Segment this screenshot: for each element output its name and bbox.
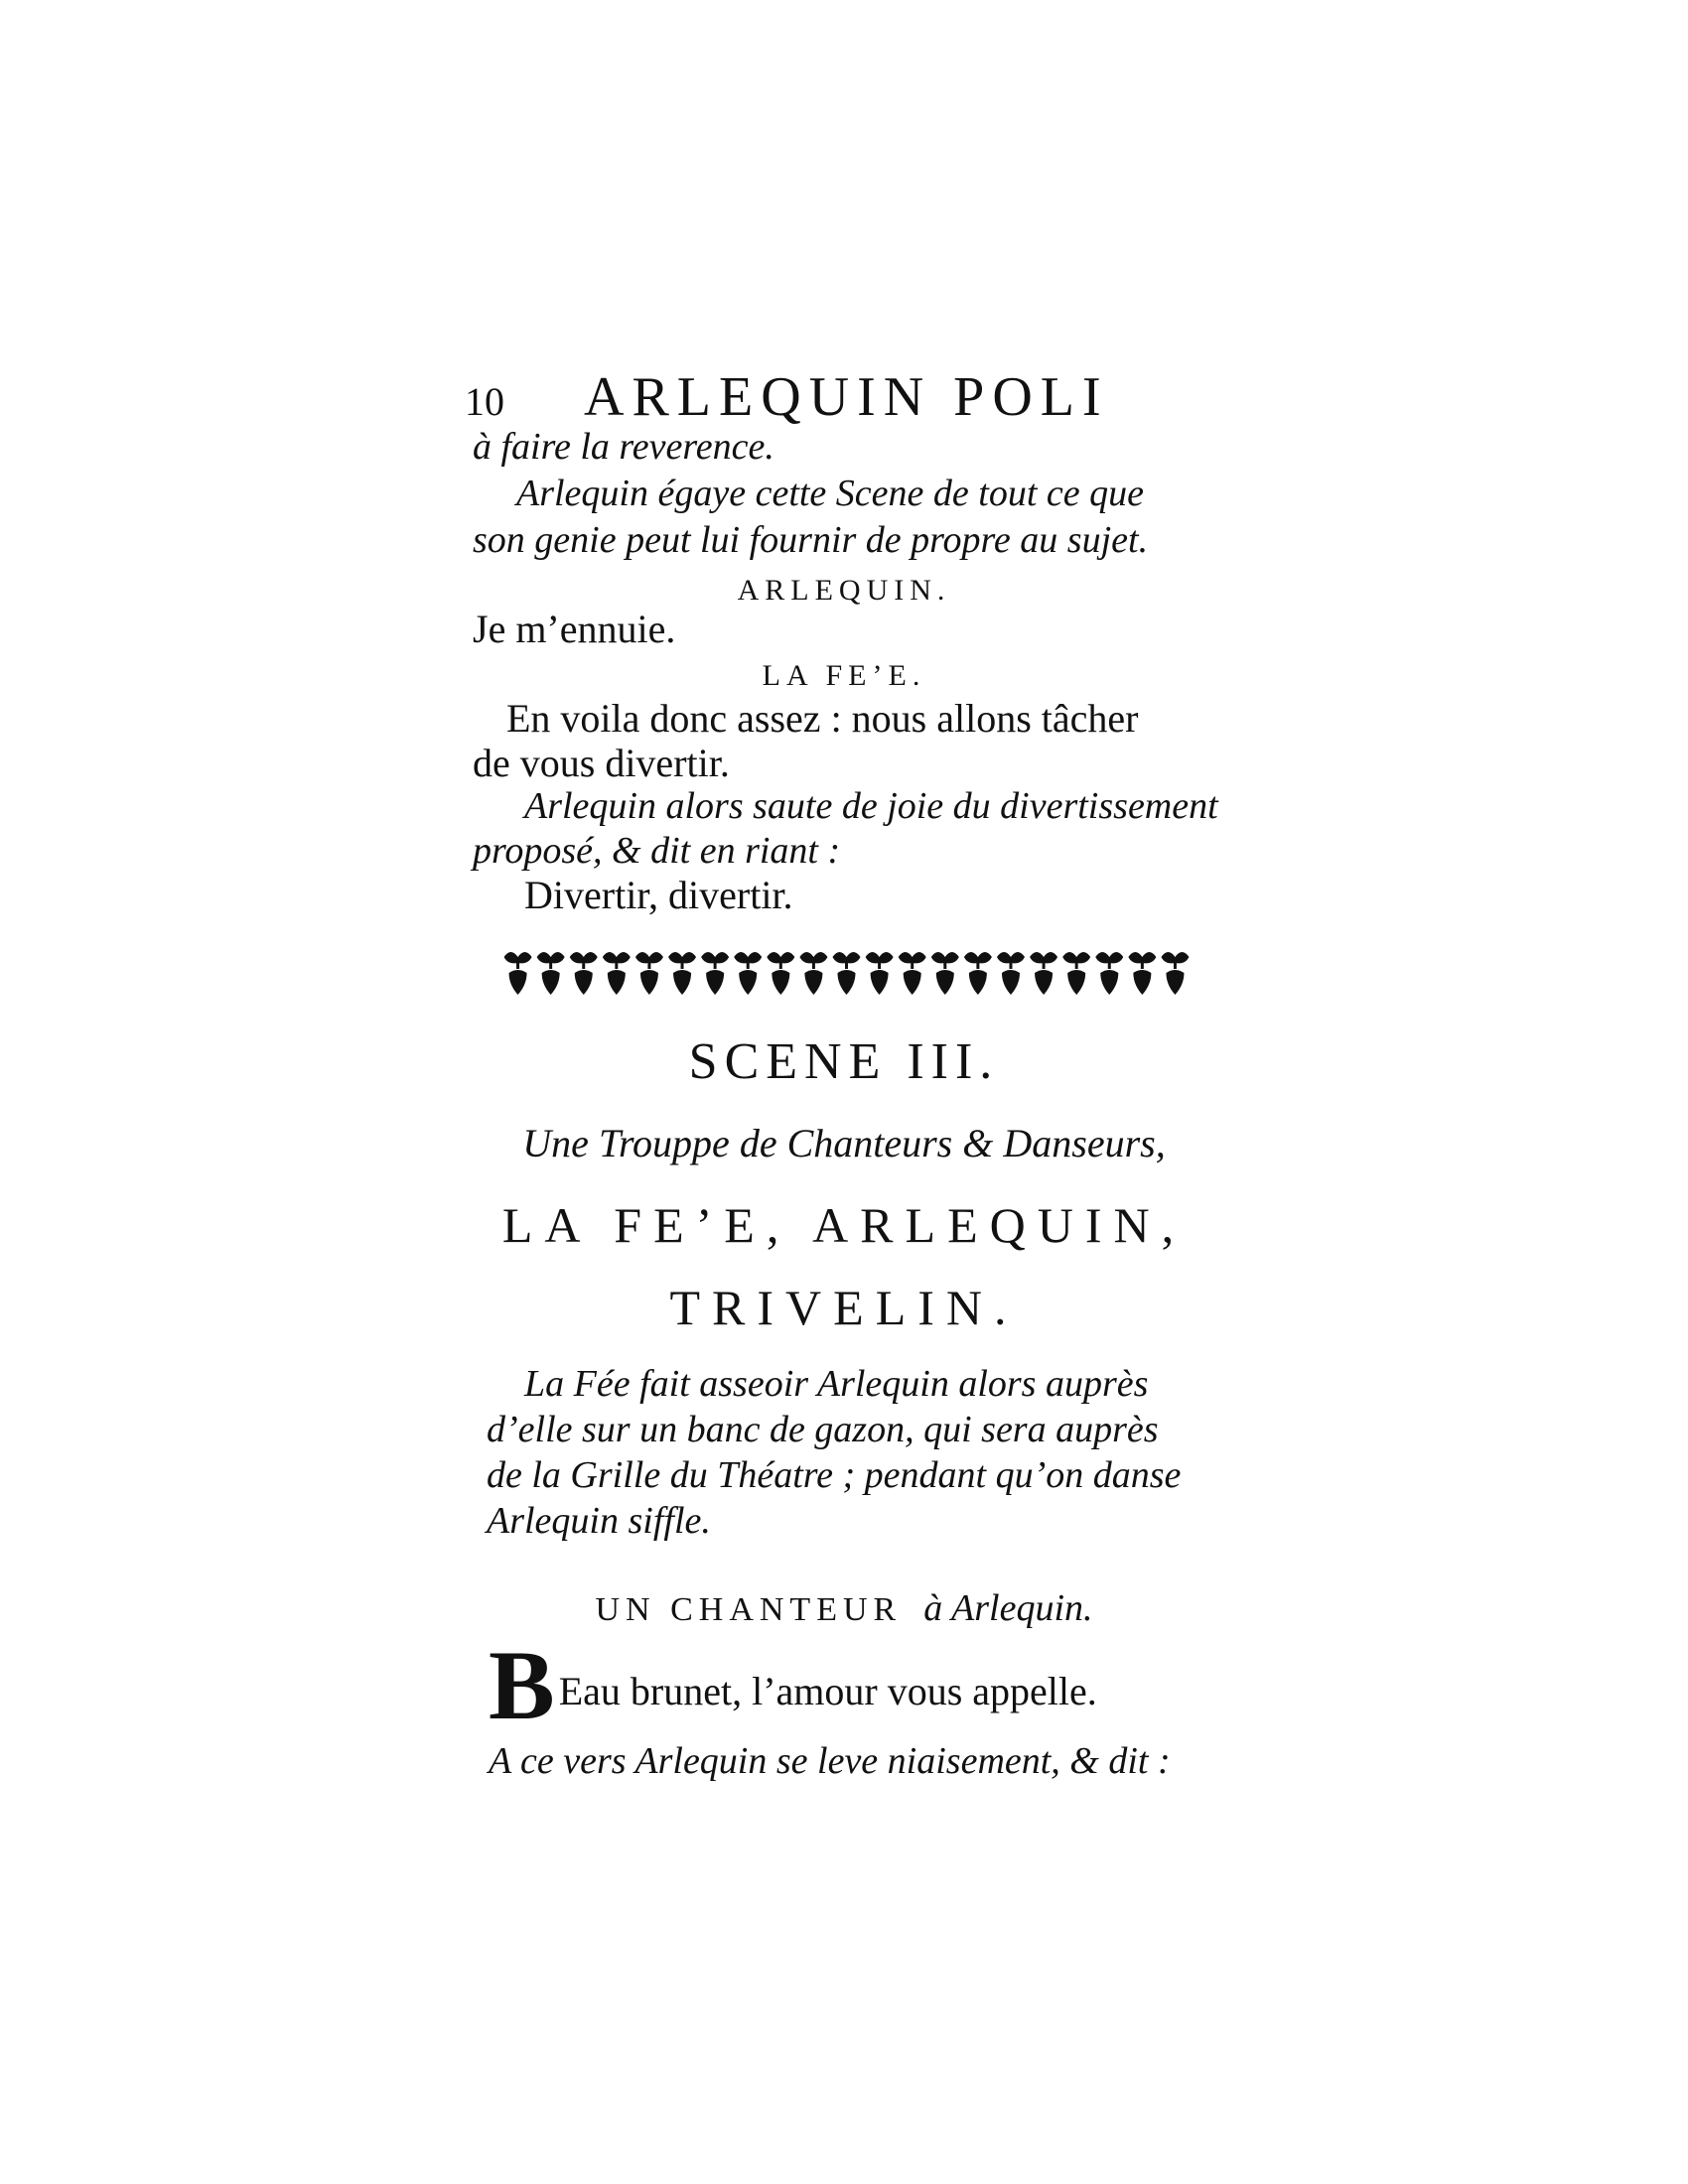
fleuron-glyph — [1161, 952, 1189, 995]
fleuron-glyph — [570, 952, 598, 995]
fleuron-glyph — [1030, 952, 1057, 995]
running-header — [465, 365, 1109, 429]
fleuron-glyph — [635, 952, 663, 995]
speech-line: de vous divertir. — [473, 741, 730, 785]
fleuron-glyph — [734, 952, 762, 995]
speaker-name: UN CHANTEUR — [595, 1591, 903, 1628]
running-title: ARLEQUIN POLI — [584, 366, 1109, 428]
cast-list: LA FE’E, ARLEQUIN, — [501, 1197, 1187, 1253]
fleuron-glyph — [997, 952, 1025, 995]
speaker-name: ARLEQUIN. — [737, 574, 951, 607]
stage-direction-line: à faire la reverence. — [473, 426, 774, 468]
speech-line: Divertir, divertir. — [524, 873, 793, 917]
fleuron-glyph — [799, 952, 827, 995]
speaker-note: à Arlequin. — [923, 1587, 1093, 1629]
fleuron-glyph — [833, 952, 861, 995]
stage-direction-line: Arlequin égaye cette Scene de tout ce que — [516, 473, 1144, 514]
fleuron-glyph — [767, 952, 794, 995]
stage-direction-line: La Fée fait asseoir Arlequin alors auprès — [524, 1363, 1149, 1405]
song-speaker-line — [0, 1586, 1688, 1630]
fleuron-glyph — [931, 952, 959, 995]
fleuron-glyph — [701, 952, 729, 995]
fleuron-glyph — [899, 952, 926, 995]
stage-direction-line: de la Grille du Théatre ; pendant qu’on danse — [487, 1454, 1182, 1496]
scene-title: SCENE III. — [688, 1033, 1000, 1090]
stage-direction-line: Arlequin siffle. — [487, 1500, 711, 1542]
fleuron-glyph — [603, 952, 631, 995]
speech-line: En voila donc assez : nous allons tâcher — [506, 696, 1139, 741]
speaker-name: LA FE’E. — [762, 659, 926, 692]
fleuron-glyph — [964, 952, 992, 995]
fleuron-glyph — [1128, 952, 1156, 995]
fleuron-band-icon — [501, 943, 1192, 1003]
fleuron-glyph — [866, 952, 894, 995]
cast-list: TRIVELIN. — [669, 1280, 1019, 1335]
stage-direction-line: proposé, & dit en riant : — [473, 830, 841, 872]
fleuron-glyph — [1062, 952, 1090, 995]
stage-direction-line: son genie peut lui fournir de propre au sujet. — [473, 519, 1149, 561]
stage-direction-line: A ce vers Arlequin se leve niaisement, & dit : — [489, 1740, 1171, 1782]
fleuron-glyph — [537, 952, 565, 995]
scene-subtitle: Une Trouppe de Chanteurs & Danseurs, — [522, 1121, 1166, 1165]
drop-cap: B — [489, 1630, 555, 1740]
fleuron-glyph — [1095, 952, 1123, 995]
stage-direction-line: Arlequin alors saute de joie du divertissement — [524, 785, 1218, 827]
fleuron-glyph — [668, 952, 696, 995]
speech-line: Je m’ennuie. — [473, 607, 676, 651]
fleuron-band-ornament — [501, 943, 1192, 1003]
fleuron-glyph — [504, 952, 532, 995]
song-line-text: Eau brunet, l’amour vous appelle. — [558, 1669, 1097, 1713]
stage-direction-line: d’elle sur un banc de gazon, qui sera auprès — [487, 1409, 1159, 1450]
song-line — [489, 1630, 1097, 1740]
page-number: 10 — [465, 379, 504, 424]
